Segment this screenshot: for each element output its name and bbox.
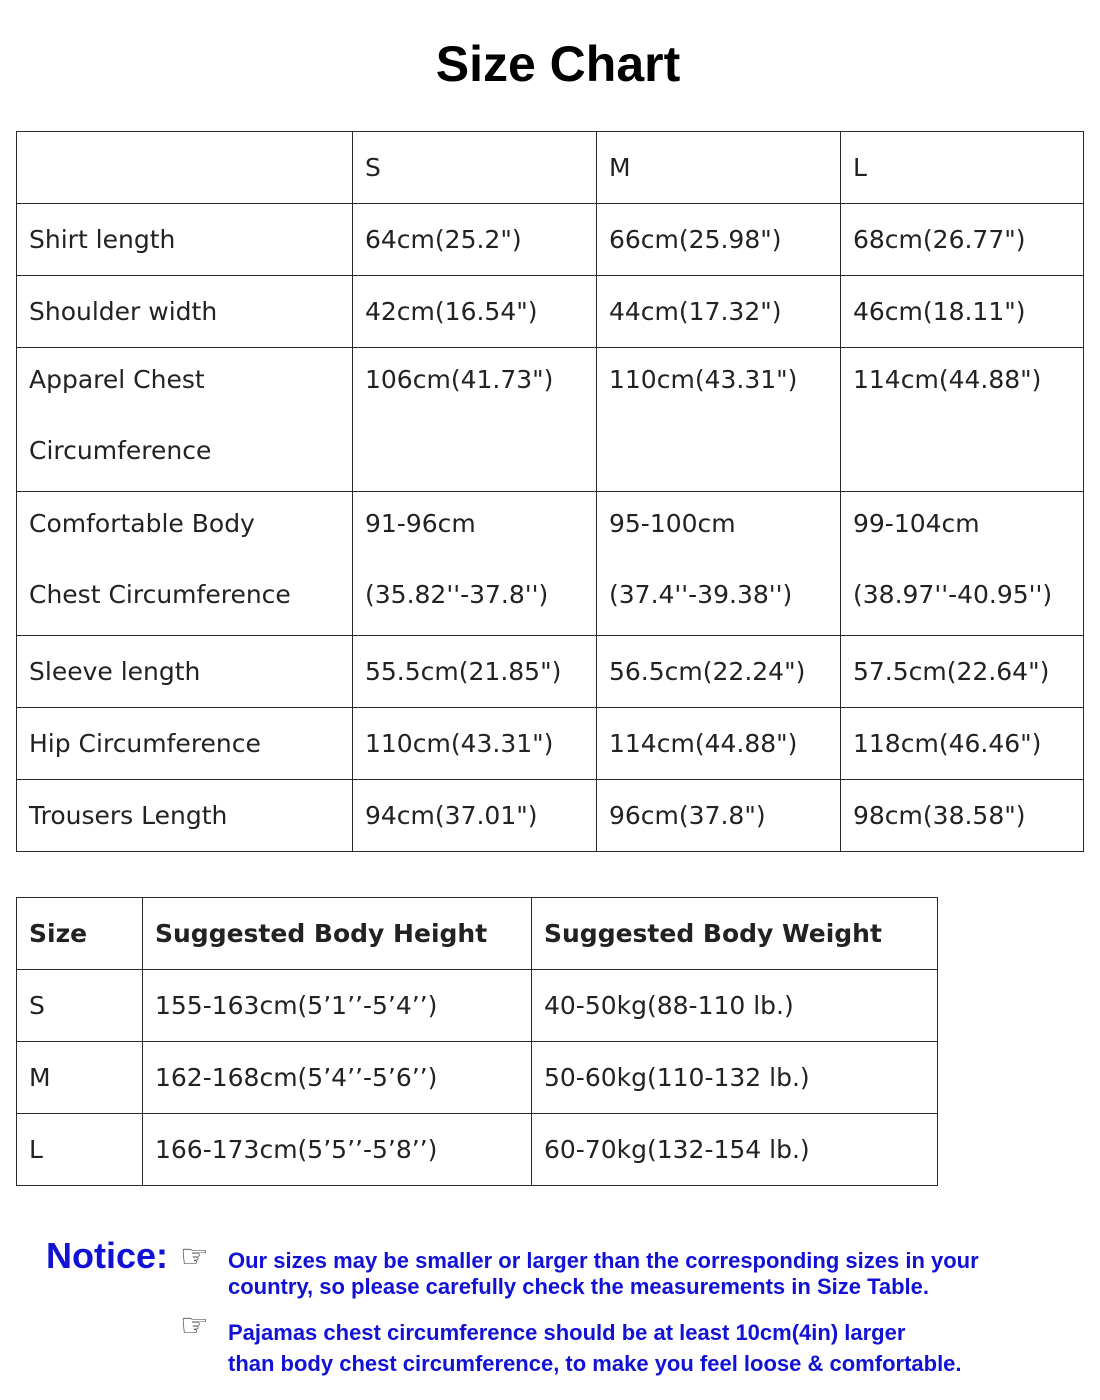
cell-line: (35.82''-37.8'') [365, 580, 549, 609]
cell-line: 114cm(44.88") [853, 365, 1042, 394]
header-cell-weight: Suggested Body Weight [532, 898, 938, 970]
header-cell-m: M [597, 132, 841, 204]
table-header-row [17, 898, 938, 970]
row-label [17, 492, 353, 636]
table-cell [841, 492, 1084, 636]
table-cell: 98cm(38.58") [841, 780, 1084, 852]
table-cell: 114cm(44.88") [597, 708, 841, 780]
table-cell [353, 492, 597, 636]
row-label [17, 348, 353, 492]
table-cell: 57.5cm(22.64") [841, 636, 1084, 708]
notice-line: country, so please carefully check the measurements in Size Table. [228, 1274, 930, 1299]
table-cell: 118cm(46.46") [841, 708, 1084, 780]
table-cell: 50-60kg(110-132 lb.) [532, 1042, 938, 1114]
row-label-line: Chest Circumference [29, 580, 291, 609]
table-cell [597, 348, 841, 492]
table-cell: M [17, 1042, 143, 1114]
notice-item [228, 1248, 1068, 1300]
table-cell [353, 348, 597, 492]
table-cell: 60-70kg(132-154 lb.) [532, 1114, 938, 1186]
pointing-hand-icon: ☞ [180, 1237, 209, 1275]
table-cell: S [17, 970, 143, 1042]
row-label-line: Apparel Chest [29, 365, 205, 394]
table-cell: 66cm(25.98") [597, 204, 841, 276]
cell-line: 110cm(43.31") [609, 365, 798, 394]
table-cell: 40-50kg(88-110 lb.) [532, 970, 938, 1042]
table-row [17, 1114, 938, 1186]
cell-line: (38.97''-40.95'') [853, 580, 1053, 609]
row-label: Shoulder width [17, 276, 353, 348]
header-cell-s: S [353, 132, 597, 204]
row-label: Sleeve length [17, 636, 353, 708]
header-cell-l: L [841, 132, 1084, 204]
pointing-hand-icon: ☞ [180, 1306, 209, 1344]
notice-line: Pajamas chest circumference should be at least 10cm(4in) larger [228, 1320, 906, 1345]
cell-line: 99-104cm [853, 509, 980, 538]
row-label: Hip Circumference [17, 708, 353, 780]
row-label-line: Comfortable Body [29, 509, 255, 538]
table-cell: 166-173cm(5’5’’-5’8’’) [143, 1114, 532, 1186]
cell-line: 106cm(41.73") [365, 365, 554, 394]
table-cell [597, 492, 841, 636]
notice-line: than body chest circumference, to make you feel loose & comfortable. [228, 1351, 962, 1376]
row-label: Trousers Length [17, 780, 353, 852]
size-measurement-table [16, 131, 1084, 852]
table-row [17, 276, 1084, 348]
table-cell: 96cm(37.8") [597, 780, 841, 852]
table-cell [841, 348, 1084, 492]
table-cell: L [17, 1114, 143, 1186]
table-row [17, 708, 1084, 780]
row-label-line: Circumference [29, 436, 212, 465]
row-label: Shirt length [17, 204, 353, 276]
header-cell-height: Suggested Body Height [143, 898, 532, 970]
table-header-row [17, 132, 1084, 204]
cell-line: 91-96cm [365, 509, 476, 538]
table-cell: 68cm(26.77") [841, 204, 1084, 276]
notice-label: Notice: [46, 1235, 169, 1276]
table-row [17, 348, 1084, 492]
header-cell-size: Size [17, 898, 143, 970]
table-row [17, 204, 1084, 276]
table-cell: 162-168cm(5’4’’-5’6’’) [143, 1042, 532, 1114]
table-row [17, 636, 1084, 708]
table-cell: 56.5cm(22.24") [597, 636, 841, 708]
table-cell: 94cm(37.01") [353, 780, 597, 852]
table-row [17, 492, 1084, 636]
page-title: Size Chart [435, 36, 681, 92]
body-size-table [16, 897, 938, 1186]
cell-line: (37.4''-39.38'') [609, 580, 793, 609]
header-cell [17, 132, 353, 204]
table-cell: 64cm(25.2") [353, 204, 597, 276]
notice-line: Our sizes may be smaller or larger than the corresponding sizes in your [228, 1248, 979, 1273]
table-row [17, 780, 1084, 852]
table-cell: 55.5cm(21.85") [353, 636, 597, 708]
notice-item [228, 1317, 1068, 1379]
table-cell: 42cm(16.54") [353, 276, 597, 348]
table-row [17, 1042, 938, 1114]
table-cell: 46cm(18.11") [841, 276, 1084, 348]
table-cell: 155-163cm(5’1’’-5’4’’) [143, 970, 532, 1042]
cell-line: 95-100cm [609, 509, 736, 538]
table-cell: 110cm(43.31") [353, 708, 597, 780]
table-row [17, 970, 938, 1042]
table-cell: 44cm(17.32") [597, 276, 841, 348]
